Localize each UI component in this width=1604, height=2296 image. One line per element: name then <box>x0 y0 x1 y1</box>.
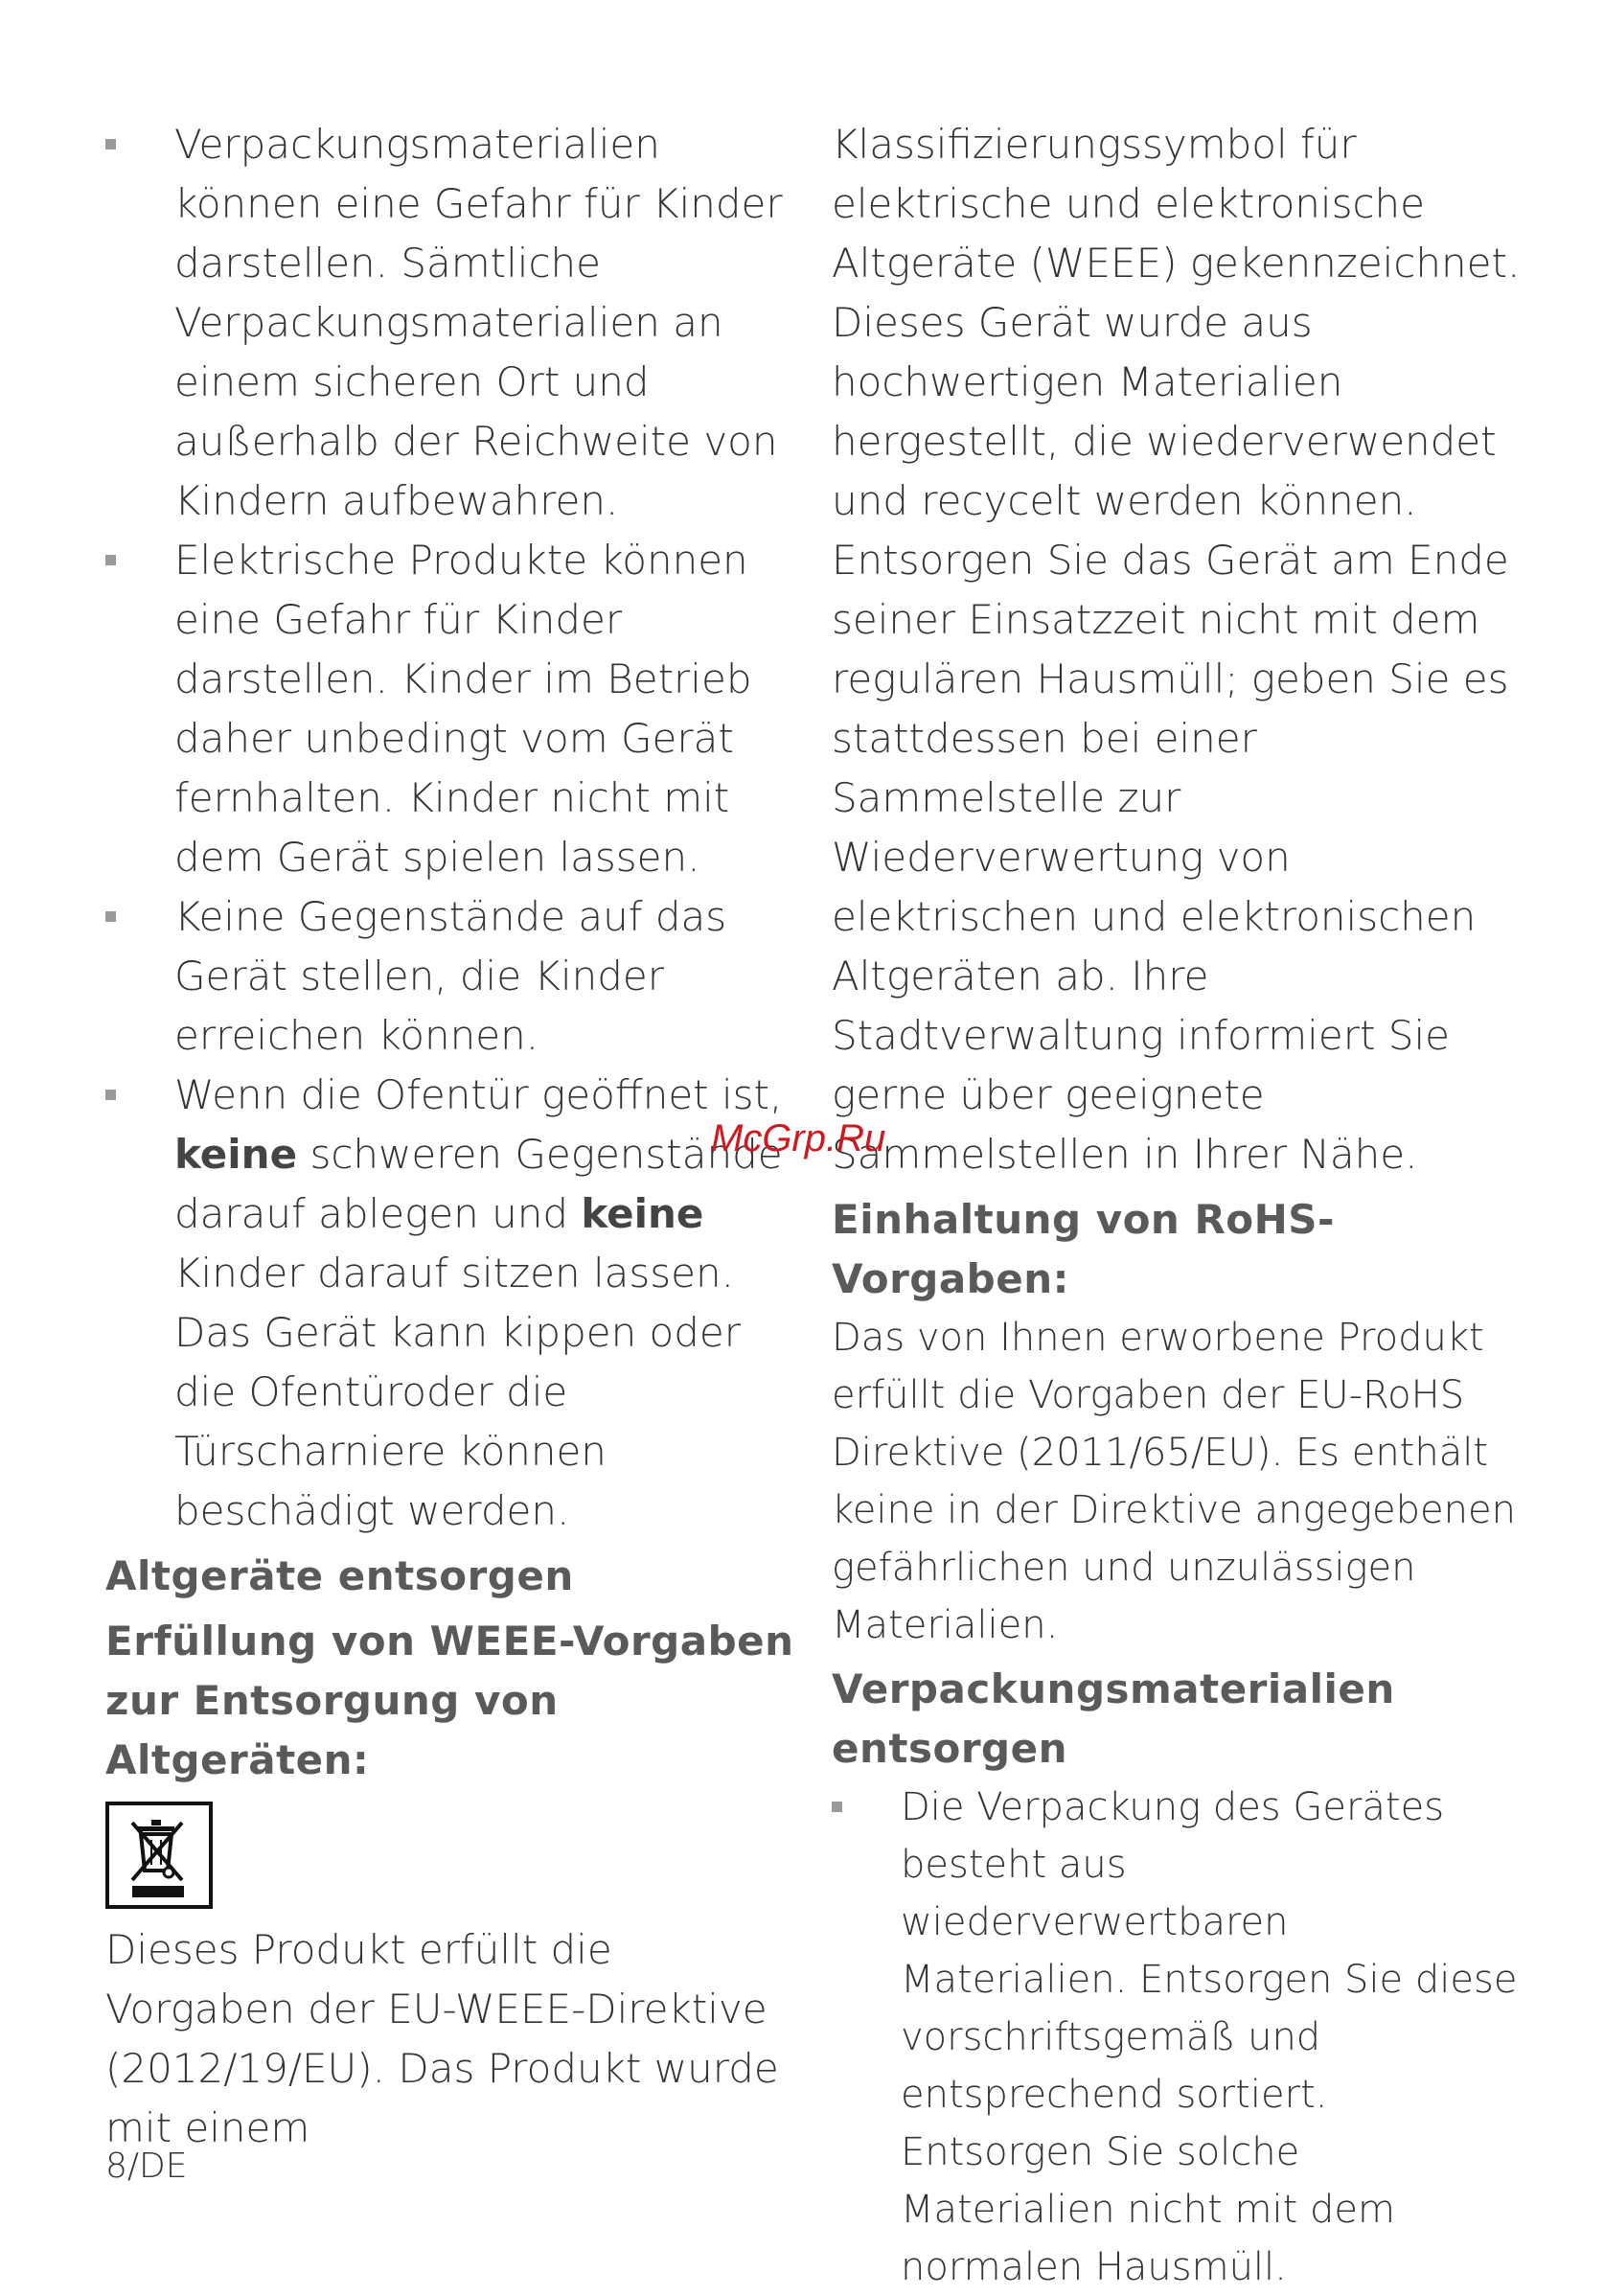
section-heading-rohs: Einhaltung von RoHS-Vorgaben: <box>832 1196 1335 1302</box>
crossed-out-wheelie-bin-icon <box>109 1805 209 1905</box>
packaging-bullet-list <box>832 1779 1522 2296</box>
section-heading-disposal: Altgeräte entsorgen <box>105 1552 574 1599</box>
list-item <box>105 531 805 887</box>
section-heading-weee: Erfüllung von WEEE-Vorgaben zur Entsorgung von Altgeräten: <box>105 1618 794 1783</box>
list-item <box>105 115 805 531</box>
rohs-paragraph: Das von Ihnen erworbene Produkt erfüllt die Vorgaben der EU-RoHS Direktive (2011/65/EU). Es enthält keine in der Direktive angegebenen gefährlichen und unzulässigen Materialien. <box>832 1316 1516 1647</box>
list-item-text: Die Verpackung des Gerätes besteht aus wiederverwertbaren Materialien. Entsorgen Sie diese vorschriftsgemäß und entsprechend sortiert. Entsorgen Sie solche Materialien nicht mit dem normalen Hausmüll. <box>901 1785 1518 2289</box>
list-item-text: Keine Gegenstände auf das Gerät stellen, die Kinder erreichen können. <box>174 893 727 1059</box>
list-item-text: Elektrische Produkte können eine Gefahr für Kinder darstellen. Kinder im Betrieb daher unbedingt vom Gerät fernhalten. Kinder nicht mit dem Gerät spielen lassen. <box>174 537 752 881</box>
list-item <box>105 1066 805 1541</box>
list-item-text-pre: Wenn die Ofentür geöffnet ist, <box>174 1071 783 1118</box>
bullet-square-icon <box>105 1090 116 1100</box>
weee-paragraph: Dieses Produkt erfüllt die Vorgaben der EU-WEEE-Direktive (2012/19/EU). Das Produkt wurde mit einem <box>105 1926 779 2151</box>
list-item <box>832 1779 1522 2296</box>
list-item-text: Verpackungsmaterialien können eine Gefahr für Kinder darstellen. Sämtliche Verpackungsmaterialien an einem sicheren Ort und außerhalb der Reichweite von Kindern aufbewahren. <box>174 121 783 524</box>
bullet-square-icon <box>832 1802 842 1812</box>
list-item-text-mid: schweren Gegenstände darauf ablegen und <box>174 1131 783 1237</box>
weee-symbol-box <box>105 1802 213 1909</box>
safety-bullet-list <box>105 115 805 1541</box>
list-item-text-post: Kinder darauf sitzen lassen. Das Gerät kann kippen oder die Ofentüroder die Türscharniere können beschädigt werden. <box>174 1250 742 1534</box>
list-item <box>105 887 805 1066</box>
page-number: 8/DE <box>105 2147 188 2186</box>
section-heading-packaging: Verpackungsmaterialien entsorgen <box>832 1665 1395 1772</box>
emphasis-text: keine <box>174 1131 298 1178</box>
weee-paragraph-continued: Klassifizierungssymbol für elektrische und elektronische Altgeräte (WEEE) gekennzeichnet. Dieses Gerät wurde aus hochwertigen Materialien hergestellt, die wiederverwendet und recycelt werden können. Entsorgen Sie das Gerät am Ende seiner Einsatzzeit nicht mit dem regulären Hausmüll; geben Sie es stattdessen bei einer Sammelstelle zur Wiederverwertung von elektrischen und elektronischen Altgeräten ab. Ihre Stadtverwaltung informiert Sie gerne über geeignete Sammelstellen in Ihrer Nähe. <box>832 121 1521 1178</box>
watermark: McGrp.Ru <box>711 1117 886 1159</box>
bullet-square-icon <box>105 555 116 565</box>
left-column <box>105 115 805 2158</box>
right-column <box>832 115 1522 2296</box>
emphasis-text: keine <box>581 1190 704 1237</box>
bullet-square-icon <box>105 139 116 149</box>
bullet-square-icon <box>105 911 116 922</box>
